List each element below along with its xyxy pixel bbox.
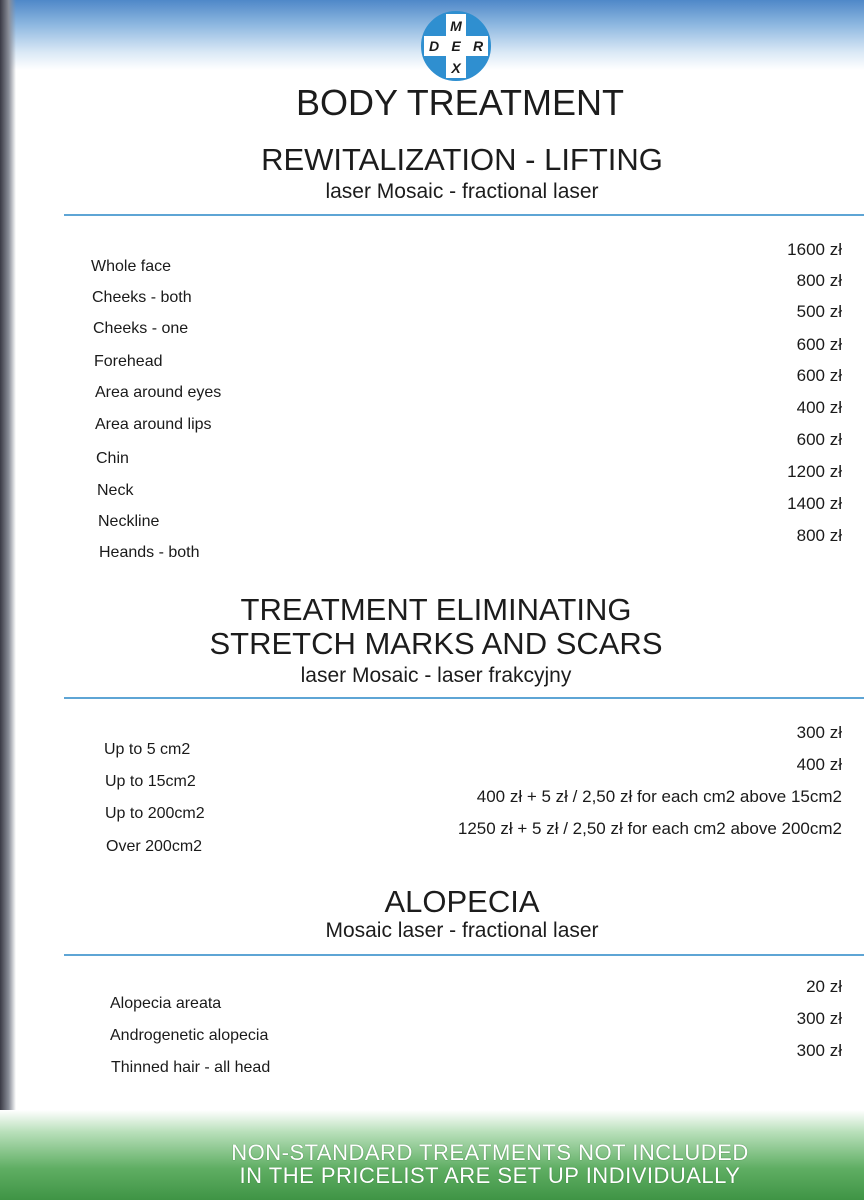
list-item: Cheeks - both	[92, 289, 192, 306]
list-item: Cheeks - one	[93, 320, 189, 337]
svg-text:D: D	[428, 38, 440, 54]
section-title-alopecia: ALOPECIA	[384, 884, 540, 919]
list-item: Heands - both	[99, 544, 200, 561]
price: 600 zł	[796, 366, 842, 385]
section-title-stretch-marks-line2: STRETCH MARKS AND SCARS	[209, 626, 663, 661]
svg-text:R: R	[472, 38, 484, 54]
price: 400 zł	[796, 755, 842, 774]
list-item: Neck	[97, 482, 134, 499]
list-item: Up to 15cm2	[105, 773, 196, 790]
list-item: Alopecia areata	[110, 995, 222, 1012]
section-subtitle-rewitalization: laser Mosaic - fractional laser	[325, 180, 599, 203]
price: 1250 zł + 5 zł / 2,50 zł for each cm2 above 200cm2	[457, 819, 842, 838]
section-divider	[64, 954, 864, 956]
list-item: Thinned hair - all head	[111, 1059, 271, 1076]
list-item: Forehead	[94, 353, 163, 370]
list-item: Up to 200cm2	[105, 805, 205, 822]
footer-note-line1: NON-STANDARD TREATMENTS NOT INCLUDED	[231, 1140, 749, 1165]
section-divider	[64, 214, 864, 216]
price: 600 zł	[796, 335, 842, 354]
list-item: Neckline	[98, 513, 160, 530]
svg-text:E: E	[451, 38, 461, 54]
section-divider	[64, 697, 864, 699]
list-item: Up to 5 cm2	[104, 741, 191, 758]
list-item: Chin	[96, 450, 129, 467]
price: 1600 zł	[787, 240, 842, 259]
page-title: BODY TREATMENT	[295, 82, 625, 123]
price: 300 zł	[796, 723, 842, 742]
list-item: Whole face	[91, 258, 172, 275]
section-subtitle-stretch-marks: laser Mosaic - laser frakcyjny	[300, 664, 572, 687]
price: 500 zł	[796, 302, 842, 321]
list-item: Area around eyes	[95, 384, 222, 401]
price: 1200 zł	[787, 462, 842, 481]
list-item: Over 200cm2	[106, 838, 203, 855]
section-title-rewitalization: REWITALIZATION - LIFTING	[261, 142, 663, 177]
list-item: Area around lips	[95, 416, 212, 433]
price: 300 zł	[796, 1009, 842, 1028]
svg-text:X: X	[451, 60, 461, 76]
price: 800 zł	[796, 271, 842, 290]
section-subtitle-alopecia: Mosaic laser - fractional laser	[325, 919, 599, 942]
section-title-stretch-marks-line1: TREATMENT ELIMINATING	[240, 592, 632, 627]
list-item: Androgenetic alopecia	[110, 1027, 269, 1044]
price: 20 zł	[806, 977, 842, 996]
svg-text:M: M	[450, 18, 462, 34]
mderx-logo	[420, 10, 492, 82]
price: 600 zł	[796, 430, 842, 449]
footer-note-line2: IN THE PRICELIST ARE SET UP INDIVIDUALLY	[239, 1163, 741, 1188]
price: 400 zł	[796, 398, 842, 417]
price: 800 zł	[796, 526, 842, 545]
price: 400 zł + 5 zł / 2,50 zł for each cm2 above 15cm2	[476, 787, 842, 806]
price: 300 zł	[796, 1041, 842, 1060]
price: 1400 zł	[787, 494, 842, 513]
